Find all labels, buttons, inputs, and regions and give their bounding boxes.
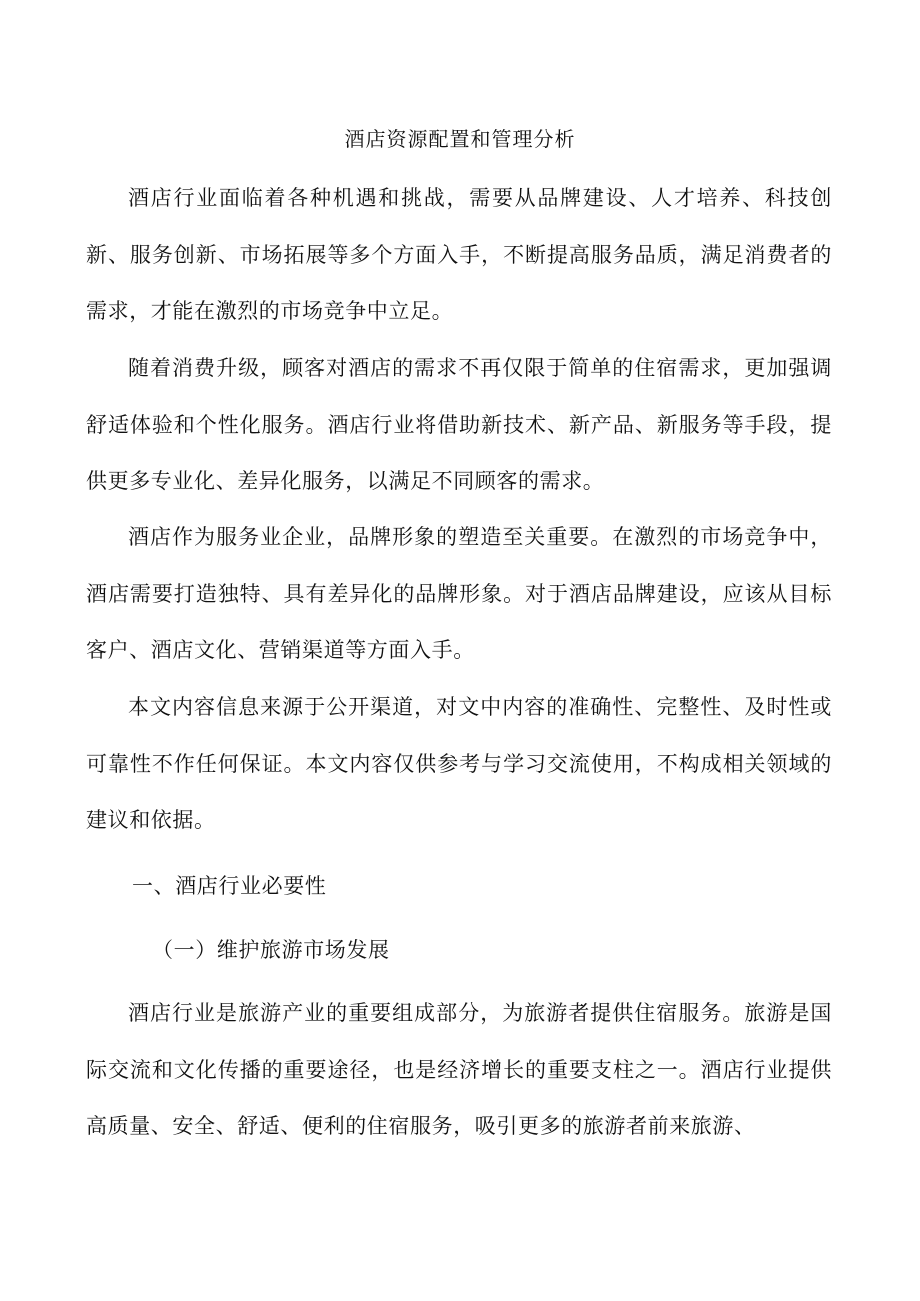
paragraph-4-disclaimer: 本文内容信息来源于公开渠道，对文中内容的准确性、完整性、及时性或可靠性不作任何保证。本文内容仅供参考与学习交流使用，不构成相关领域的建议和依据。 bbox=[86, 695, 832, 832]
subsection-heading: （一）维护旅游市场发展 bbox=[152, 938, 390, 962]
paragraph-1: 酒店行业面临着各种机遇和挑战，需要从品牌建设、人才培养、科技创新、服务创新、市场拓展等多个方面入手，不断提高服务品质，满足消费者的需求，才能在激烈的市场竞争中立足。 bbox=[86, 186, 832, 323]
document-title: 酒店资源配置和管理分析 bbox=[344, 127, 576, 151]
paragraph-2: 随着消费升级，顾客对酒店的需求不再仅限于简单的住宿需求，更加强调舒适体验和个性化服务。酒店行业将借助新技术、新产品、新服务等手段，提供更多专业化、差异化服务，以满足不同顾客的需求。 bbox=[86, 356, 832, 493]
section-paragraph: 酒店行业是旅游产业的重要组成部分，为旅游者提供住宿服务。旅游是国际交流和文化传播的重要途径，也是经济增长的重要支柱之一。酒店行业提供高质量、安全、舒适、便利的住宿服务，吸引更多的旅游者前来旅游、 bbox=[86, 1001, 832, 1138]
section-heading: 一、酒店行业必要性 bbox=[132, 874, 327, 898]
paragraph-3: 酒店作为服务业企业，品牌形象的塑造至关重要。在激烈的市场竞争中，酒店需要打造独特、具有差异化的品牌形象。对于酒店品牌建设，应该从目标客户、酒店文化、营销渠道等方面入手。 bbox=[86, 525, 832, 662]
